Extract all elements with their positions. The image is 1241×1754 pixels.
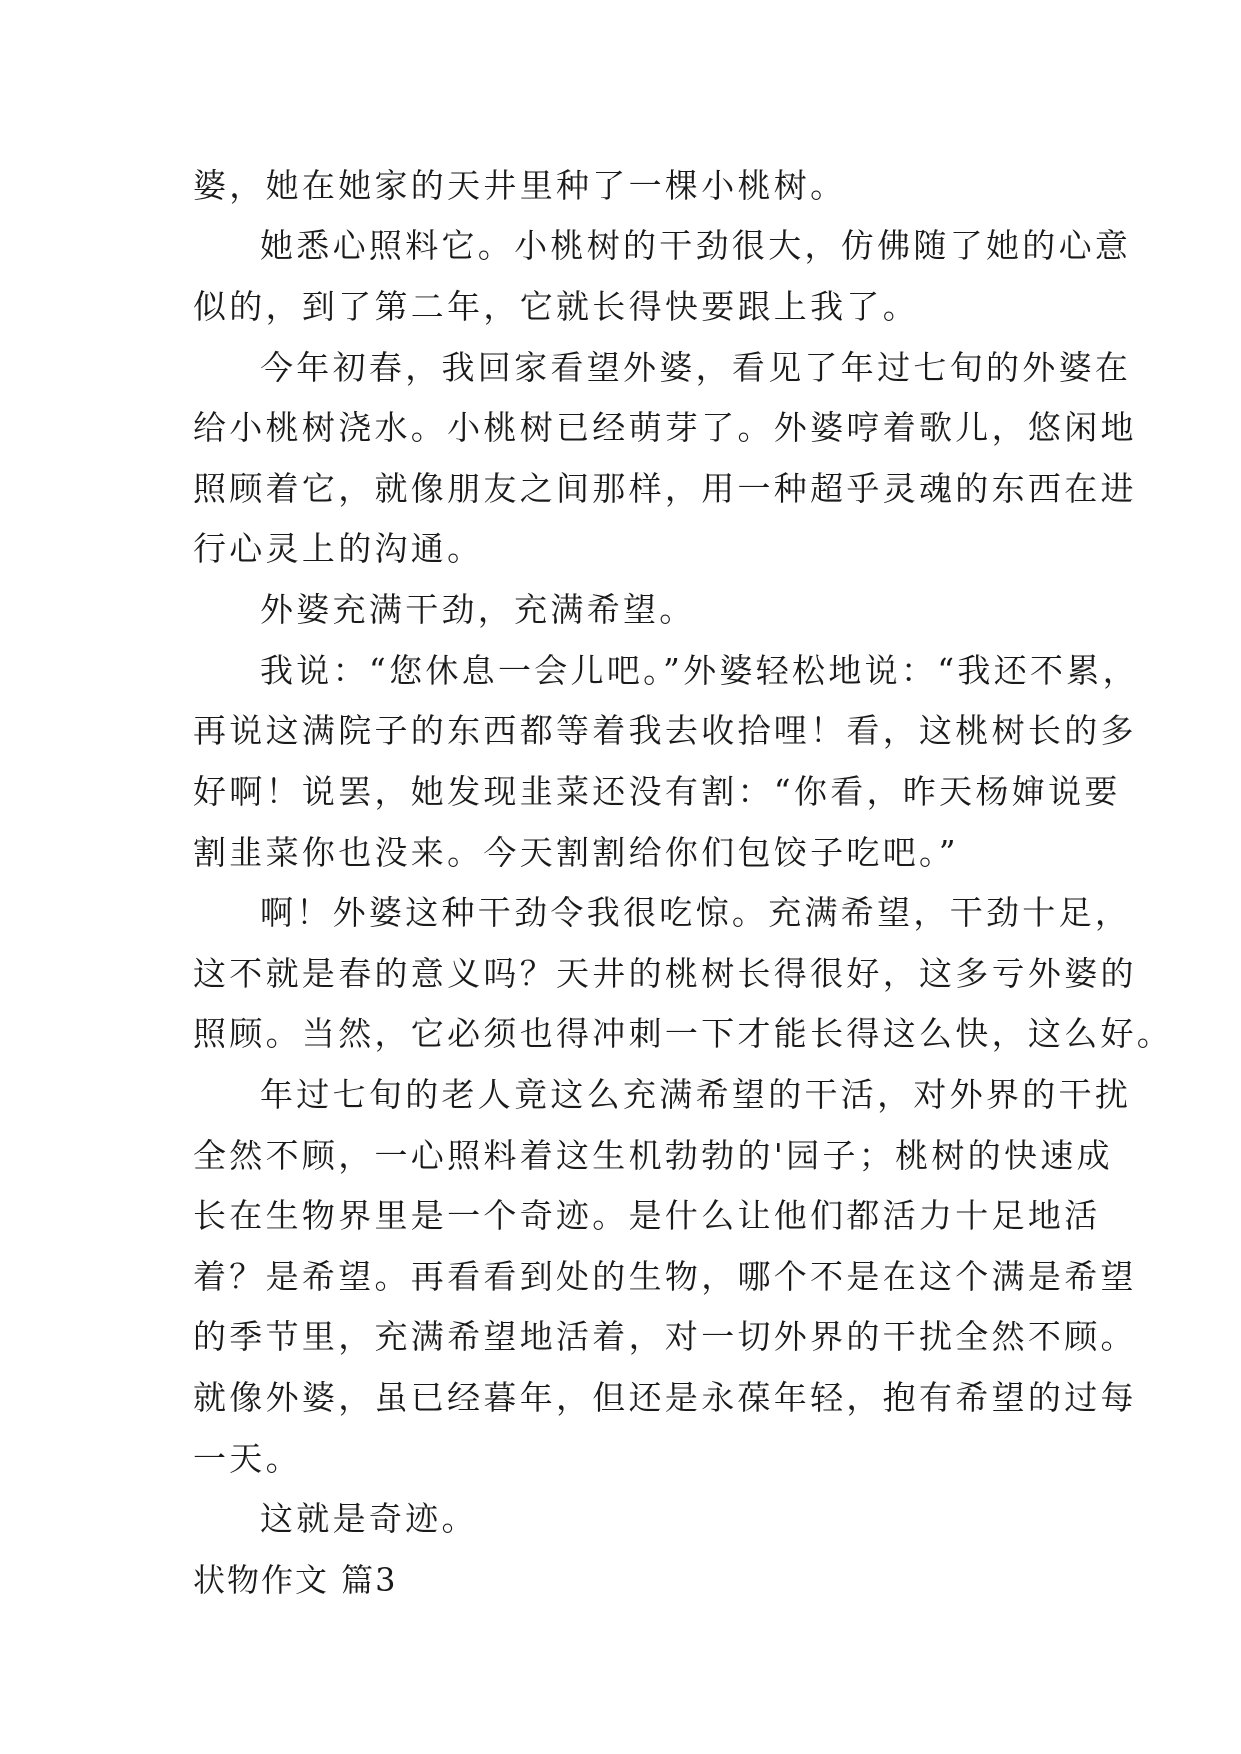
text-line: 行心灵上的沟通。 <box>193 529 484 568</box>
text-line: 照顾。当然，它必须也得冲刺一下才能长得这么快，这么好。 <box>193 1014 1174 1053</box>
text-line: 这不就是春的意义吗？天井的桃树长得很好，这多亏外婆的 <box>193 954 1137 993</box>
text-line: 好啊！说罢，她发现韭菜还没有割：“你看，昨天杨婶说要 <box>193 772 1121 811</box>
paragraph-start-line: 年过七旬的老人竟这么充满希望的干活，对外界的干扰 <box>260 1075 1132 1114</box>
text-line: 一天。 <box>193 1439 302 1478</box>
text-line: 的季节里，充满希望地活着，对一切外界的干扰全然不顾。 <box>193 1317 1137 1356</box>
paragraph-start-line: 我说：“您休息一会儿吧。”外婆轻松地说：“我还不累， <box>260 651 1139 690</box>
text-line: 着？是希望。再看看到处的生物，哪个不是在这个满是希望 <box>193 1257 1137 1296</box>
text-line: 全然不顾，一心照料着这生机勃勃的'园子；桃树的快速成 <box>193 1136 1113 1175</box>
text-line: 长在生物界里是一个奇迹。是什么让他们都活力十足地活 <box>193 1196 1101 1235</box>
paragraph-start-line: 啊！外婆这种干劲令我很吃惊。充满希望，干劲十足， <box>260 893 1132 932</box>
text-line: 婆，她在她家的天井里种了一棵小桃树。 <box>193 166 847 205</box>
text-line: 似的，到了第二年，它就长得快要跟上我了。 <box>193 287 919 326</box>
text-line: 给小桃树浇水。小桃树已经萌芽了。外婆哼着歌儿，悠闲地 <box>193 408 1137 447</box>
section-heading: 状物作文 篇3 <box>193 1561 398 1599</box>
paragraph-start-line: 她悉心照料它。小桃树的干劲很大，仿佛随了她的心意 <box>260 226 1132 265</box>
text-line: 就像外婆，虽已经暮年，但还是永葆年轻，抱有希望的过每 <box>193 1378 1137 1417</box>
text-line: 再说这满院子的东西都等着我去收拾哩！看，这桃树长的多 <box>193 711 1137 750</box>
text-line: 照顾着它，就像朋友之间那样，用一种超乎灵魂的东西在进 <box>193 469 1137 508</box>
paragraph-start-line: 外婆充满干劲，充满希望。 <box>260 590 696 629</box>
paragraph-start-line: 这就是奇迹。 <box>260 1499 478 1538</box>
text-line: 割韭菜你也没来。今天割割给你们包饺子吃吧。” <box>193 833 959 872</box>
paragraph-start-line: 今年初春，我回家看望外婆，看见了年过七旬的外婆在 <box>260 348 1132 387</box>
